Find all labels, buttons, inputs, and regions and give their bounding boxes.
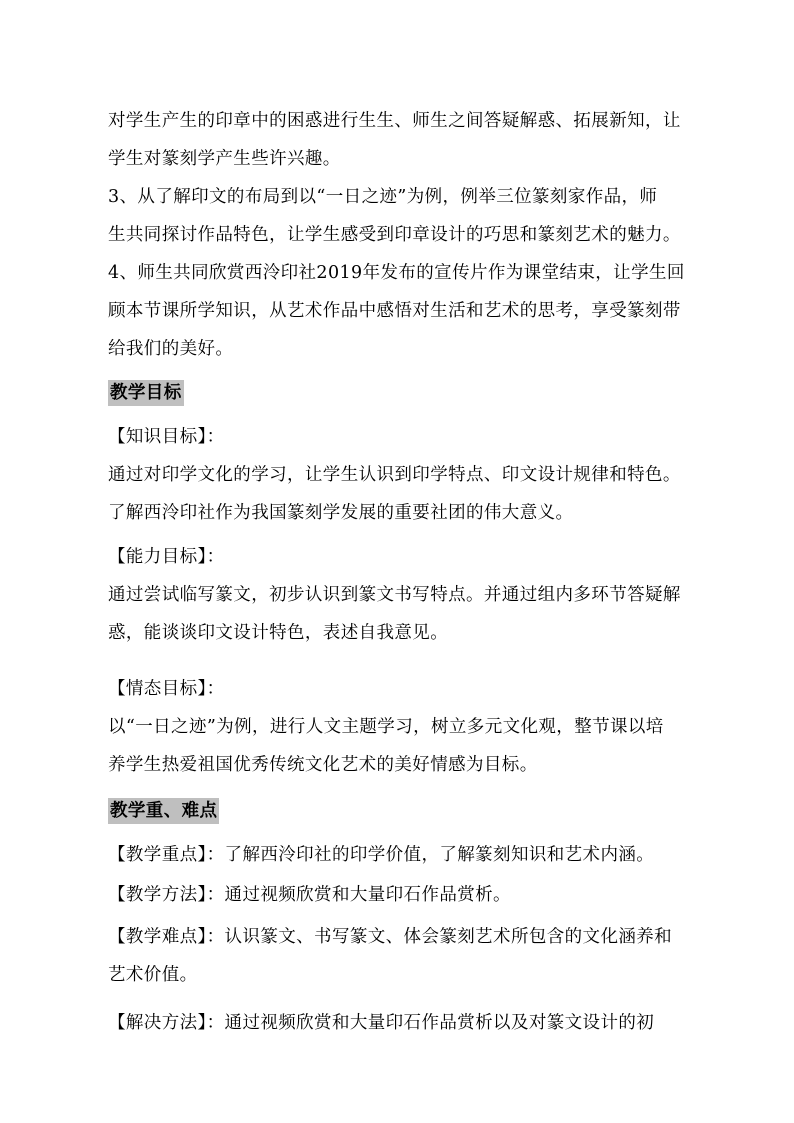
text-line: 【教学重点】：了解西泠印社的印学价值，了解篆刻知识和艺术内涵。 <box>108 845 655 865</box>
section-heading-goals <box>108 380 708 406</box>
text-line: 【教学方法】：通过视频欣赏和大量印石作品赏析。 <box>108 885 511 905</box>
ability-goal <box>108 538 708 652</box>
text-line: 艺术价值。 <box>108 965 198 985</box>
text-line: 对学生产生的印章中的困惑进行生生、师生之间答疑解惑、拓展新知，让 <box>108 111 681 131</box>
text-line: 了解西泠印社作为我国篆刻学发展的重要社团的伟大意义。 <box>108 503 574 523</box>
teaching-method <box>108 876 708 914</box>
text-line: 通过对印学文化的学习，让学生认识到印学特点、印文设计规律和特色。 <box>108 465 681 485</box>
key-point <box>108 836 708 874</box>
ability-label: 【能力目标】： <box>108 547 225 567</box>
text-line: 以“一日之迹”为例，进行人文主题学习，树立多元文化观，整节课以培 <box>108 717 664 737</box>
text-line: 学生对篆刻学产生些许兴趣。 <box>108 149 341 169</box>
emotion-goal <box>108 670 708 784</box>
section-heading-key <box>108 798 708 824</box>
heading-text: 教学重、难点 <box>108 798 219 824</box>
text-line: 给我们的美好。 <box>108 339 234 359</box>
text-line: 惑，能谈谈印文设计特色，表述自我意见。 <box>108 623 449 643</box>
text-line: 顾本节课所学知识，从艺术作品中感悟对生活和艺术的思考，享受篆刻带 <box>108 301 681 321</box>
knowledge-goal <box>108 418 708 532</box>
text-line: 4、师生共同欣赏西泠印社2019年发布的宣传片作为课堂结束，让学生回 <box>108 263 685 283</box>
paragraph-4 <box>108 254 708 368</box>
intro-paragraph <box>108 102 708 178</box>
emotion-label: 【情态目标】： <box>108 679 225 699</box>
text-line: 3、从了解印文的布局到以“一日之迹”为例，例举三位篆刻家作品，师 <box>108 187 658 207</box>
knowledge-label: 【知识目标】： <box>108 427 225 447</box>
text-line: 【教学难点】：认识篆文、书写篆文、体会篆刻艺术所包含的文化涵养和 <box>108 927 673 947</box>
solution <box>108 1004 708 1042</box>
text-line: 通过尝试临写篆文，初步认识到篆文书写特点。并通过组内多环节答疑解 <box>108 585 681 605</box>
heading-text: 教学目标 <box>108 380 184 406</box>
paragraph-3 <box>108 178 708 254</box>
difficulty <box>108 918 708 994</box>
text-line: 生共同探讨作品特色，让学生感受到印章设计的巧思和篆刻艺术的魅力。 <box>108 225 681 245</box>
text-line: 【解决方法】：通过视频欣赏和大量印石作品赏析以及对篆文设计的初 <box>108 1013 655 1033</box>
text-line: 养学生热爱祖国优秀传统文化艺术的美好情感为目标。 <box>108 755 538 775</box>
